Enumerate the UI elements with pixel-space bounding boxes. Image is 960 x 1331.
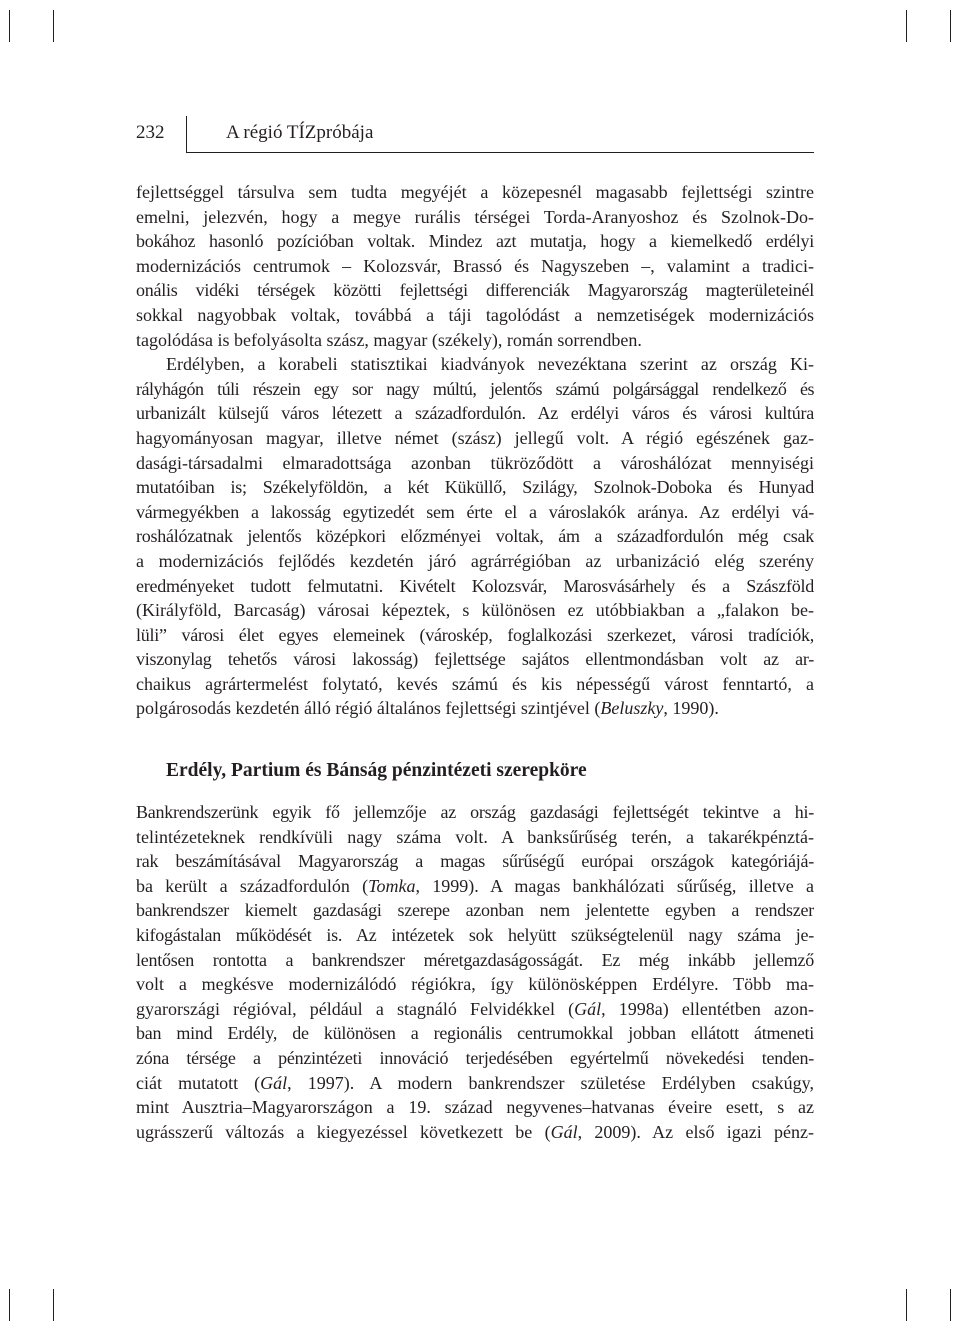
text-line: onális vidéki térségek közötti fejlettségi differenciák Magyarország magterületeinél bbox=[136, 280, 814, 301]
citation-author: Beluszky bbox=[600, 698, 664, 719]
crop-mark bbox=[950, 1289, 951, 1321]
paragraph bbox=[136, 180, 814, 352]
text-line bbox=[136, 1120, 814, 1145]
crop-mark bbox=[906, 1289, 907, 1321]
text-run: , 1997). A modern bankrendszer születése Erdélyben csakúgy, bbox=[287, 1072, 814, 1093]
text-line: emelni, jelezvén, hogy a megye rurális térségei Torda-Aranyoshoz és Szolnok-Do- bbox=[136, 206, 814, 227]
text-line: (Királyföld, Barcaság) városai képeztek, s különösen ez utóbbiakban a „falakon be- bbox=[136, 600, 814, 621]
section-heading: Erdély, Partium és Bánság pénzintézeti szerepköre bbox=[166, 760, 587, 781]
text-line: a modernizációs fejlődés kezdetén járó agrárrégióban az urbanizáció elég szerény bbox=[136, 550, 814, 571]
text-line: hagyományosan magyar, illetve német (szász) jellegű volt. A régió egészének gaz- bbox=[136, 427, 814, 448]
text-line: rak beszámításával Magyarország a magas sűrűségű európai országok kategóriájá- bbox=[136, 851, 814, 872]
text-line: zóna térsége a pénzintézeti innováció terjedésében egyértelmű növekedési tenden- bbox=[136, 1047, 814, 1068]
text-run: ciát mutatott ( bbox=[136, 1072, 261, 1093]
running-title: A régió TÍZpróbája bbox=[226, 122, 374, 143]
text-line: chaikus agrártermelést folytató, kevés számú és kis népességű várost fenntartó, a bbox=[136, 673, 814, 694]
text-line: bankrendszer kiemelt gazdasági szerepe azonban nem jelentette egyben a rendszer bbox=[136, 900, 814, 921]
crop-mark bbox=[906, 10, 907, 42]
text-run: ugrásszerű változás a kiegyezéssel következett be ( bbox=[136, 1121, 551, 1142]
body-text bbox=[136, 800, 814, 1144]
citation-author: Gál bbox=[550, 1121, 578, 1142]
text-line: rályhágón túli részein egy sor nagy múltú, jelentős számú polgársággal rendelkező és bbox=[136, 378, 814, 399]
citation-author: Gál bbox=[260, 1072, 288, 1093]
crop-mark bbox=[9, 1289, 10, 1321]
paragraph bbox=[136, 352, 814, 721]
text-run: , 1999). A magas bankhálózati sűrűség, illetve a bbox=[415, 875, 814, 896]
text-line: lüli” városi élet egyes elemeinek (városkép, foglalkozási szerkezet, városi tradíciók, bbox=[136, 624, 814, 645]
page-number: 232 bbox=[136, 122, 165, 143]
text-line bbox=[136, 874, 814, 899]
text-line: ban mind Erdély, de különösen a regionális centrumokkal jobban ellátott átmeneti bbox=[136, 1023, 814, 1044]
text-line: volt a megkésve modernizálódó régiókra, így különösképpen Erdélyre. Több ma- bbox=[136, 974, 814, 995]
text-run: , 1998a) ellentétben azon- bbox=[601, 998, 814, 1019]
text-line: lentősen rontotta a bankrendszer méretgazdaságosságát. Ez még inkább jellemző bbox=[136, 949, 814, 970]
text-line: Erdélyben, a korabeli statisztikai kiadványok nevezéktana szerint az ország Ki- bbox=[166, 354, 814, 375]
text-line: eredményeket tudott felmutatni. Kivételt Kolozsvár, Marosvásárhely és a Szászföld bbox=[136, 575, 814, 596]
text-line: roshálózatnak jelentős középkori előzményei voltak, ám a századfordulón még csak bbox=[136, 526, 814, 547]
text-line bbox=[136, 1071, 814, 1096]
text-line: mutatóiban is; Székelyföldön, a két Küküllő, Szilágy, Szolnok-Doboka és Hunyad bbox=[136, 477, 814, 498]
text-line: fejlettséggel társulva sem tudta megyéjét a közepesnél magasabb fejlettségi szintre bbox=[136, 182, 814, 202]
text-line: urbanizált külsejű város létezett a századfordulón. Az erdélyi város és városi kultúra bbox=[136, 403, 814, 424]
citation-author: Tomka bbox=[368, 875, 416, 896]
text-line: modernizációs centrumok – Kolozsvár, Brassó és Nagyszeben –, valamint a tradici- bbox=[136, 255, 814, 276]
text-line: sokkal nagyobbak voltak, továbbá a táji tagolódást a nemzetiségek modernizációs bbox=[136, 304, 814, 325]
text-run: polgárosodás kezdetén álló régió általános fejlettségi szintjével ( bbox=[136, 698, 601, 719]
text-line: vármegyékben a lakosság egytizedét sem érte el a városlakók aránya. Az erdélyi vá- bbox=[136, 501, 814, 522]
crop-mark bbox=[53, 1289, 54, 1321]
text-run: gyarországi régióval, például a stagnáló Felvidékkel ( bbox=[136, 998, 575, 1019]
paragraph bbox=[136, 800, 814, 1144]
text-line: telintézeteknek rendkívüli nagy száma volt. A banksűrűség terén, a takarékpénztá- bbox=[136, 826, 814, 847]
header-rule bbox=[186, 152, 814, 153]
crop-mark bbox=[950, 10, 951, 42]
body-text bbox=[136, 180, 814, 721]
text-line: Bankrendszerünk egyik fő jellemzője az ország gazdasági fejlettségét tekintve a hi- bbox=[136, 802, 814, 822]
crop-mark bbox=[53, 10, 54, 42]
text-run: , 2009). Az első igazi pénz- bbox=[577, 1121, 814, 1142]
text-run: , 1990). bbox=[663, 698, 719, 719]
text-line: bokához hasonló pozícióban voltak. Mindez azt mutatja, hogy a kiemelkedő erdélyi bbox=[136, 231, 814, 252]
text-line: mint Ausztria–Magyarországon a 19. század negyvenes–hatvanas éveire esett, s az bbox=[136, 1097, 814, 1118]
text-line: kifogástalan működését is. Az intézetek sok helyütt szükségtelenül nagy száma je- bbox=[136, 924, 814, 945]
text-line: viszonylag tehetős városi lakosság) fejlettsége sajátos ellentmondásban volt az ar- bbox=[136, 649, 814, 670]
citation-author: Gál bbox=[574, 998, 602, 1019]
text-line: tagolódása is befolyásolta szász, magyar (székely), román sorrendben. bbox=[136, 329, 642, 350]
text-run: ba került a századfordulón ( bbox=[136, 875, 369, 896]
text-line bbox=[136, 696, 814, 721]
text-line bbox=[136, 997, 814, 1022]
text-line: dasági-társadalmi elmaradottsága azonban tükröződött a városhálózat mennyiségi bbox=[136, 452, 814, 473]
crop-mark bbox=[9, 10, 10, 42]
header-separator bbox=[186, 116, 187, 152]
running-header bbox=[136, 120, 814, 152]
